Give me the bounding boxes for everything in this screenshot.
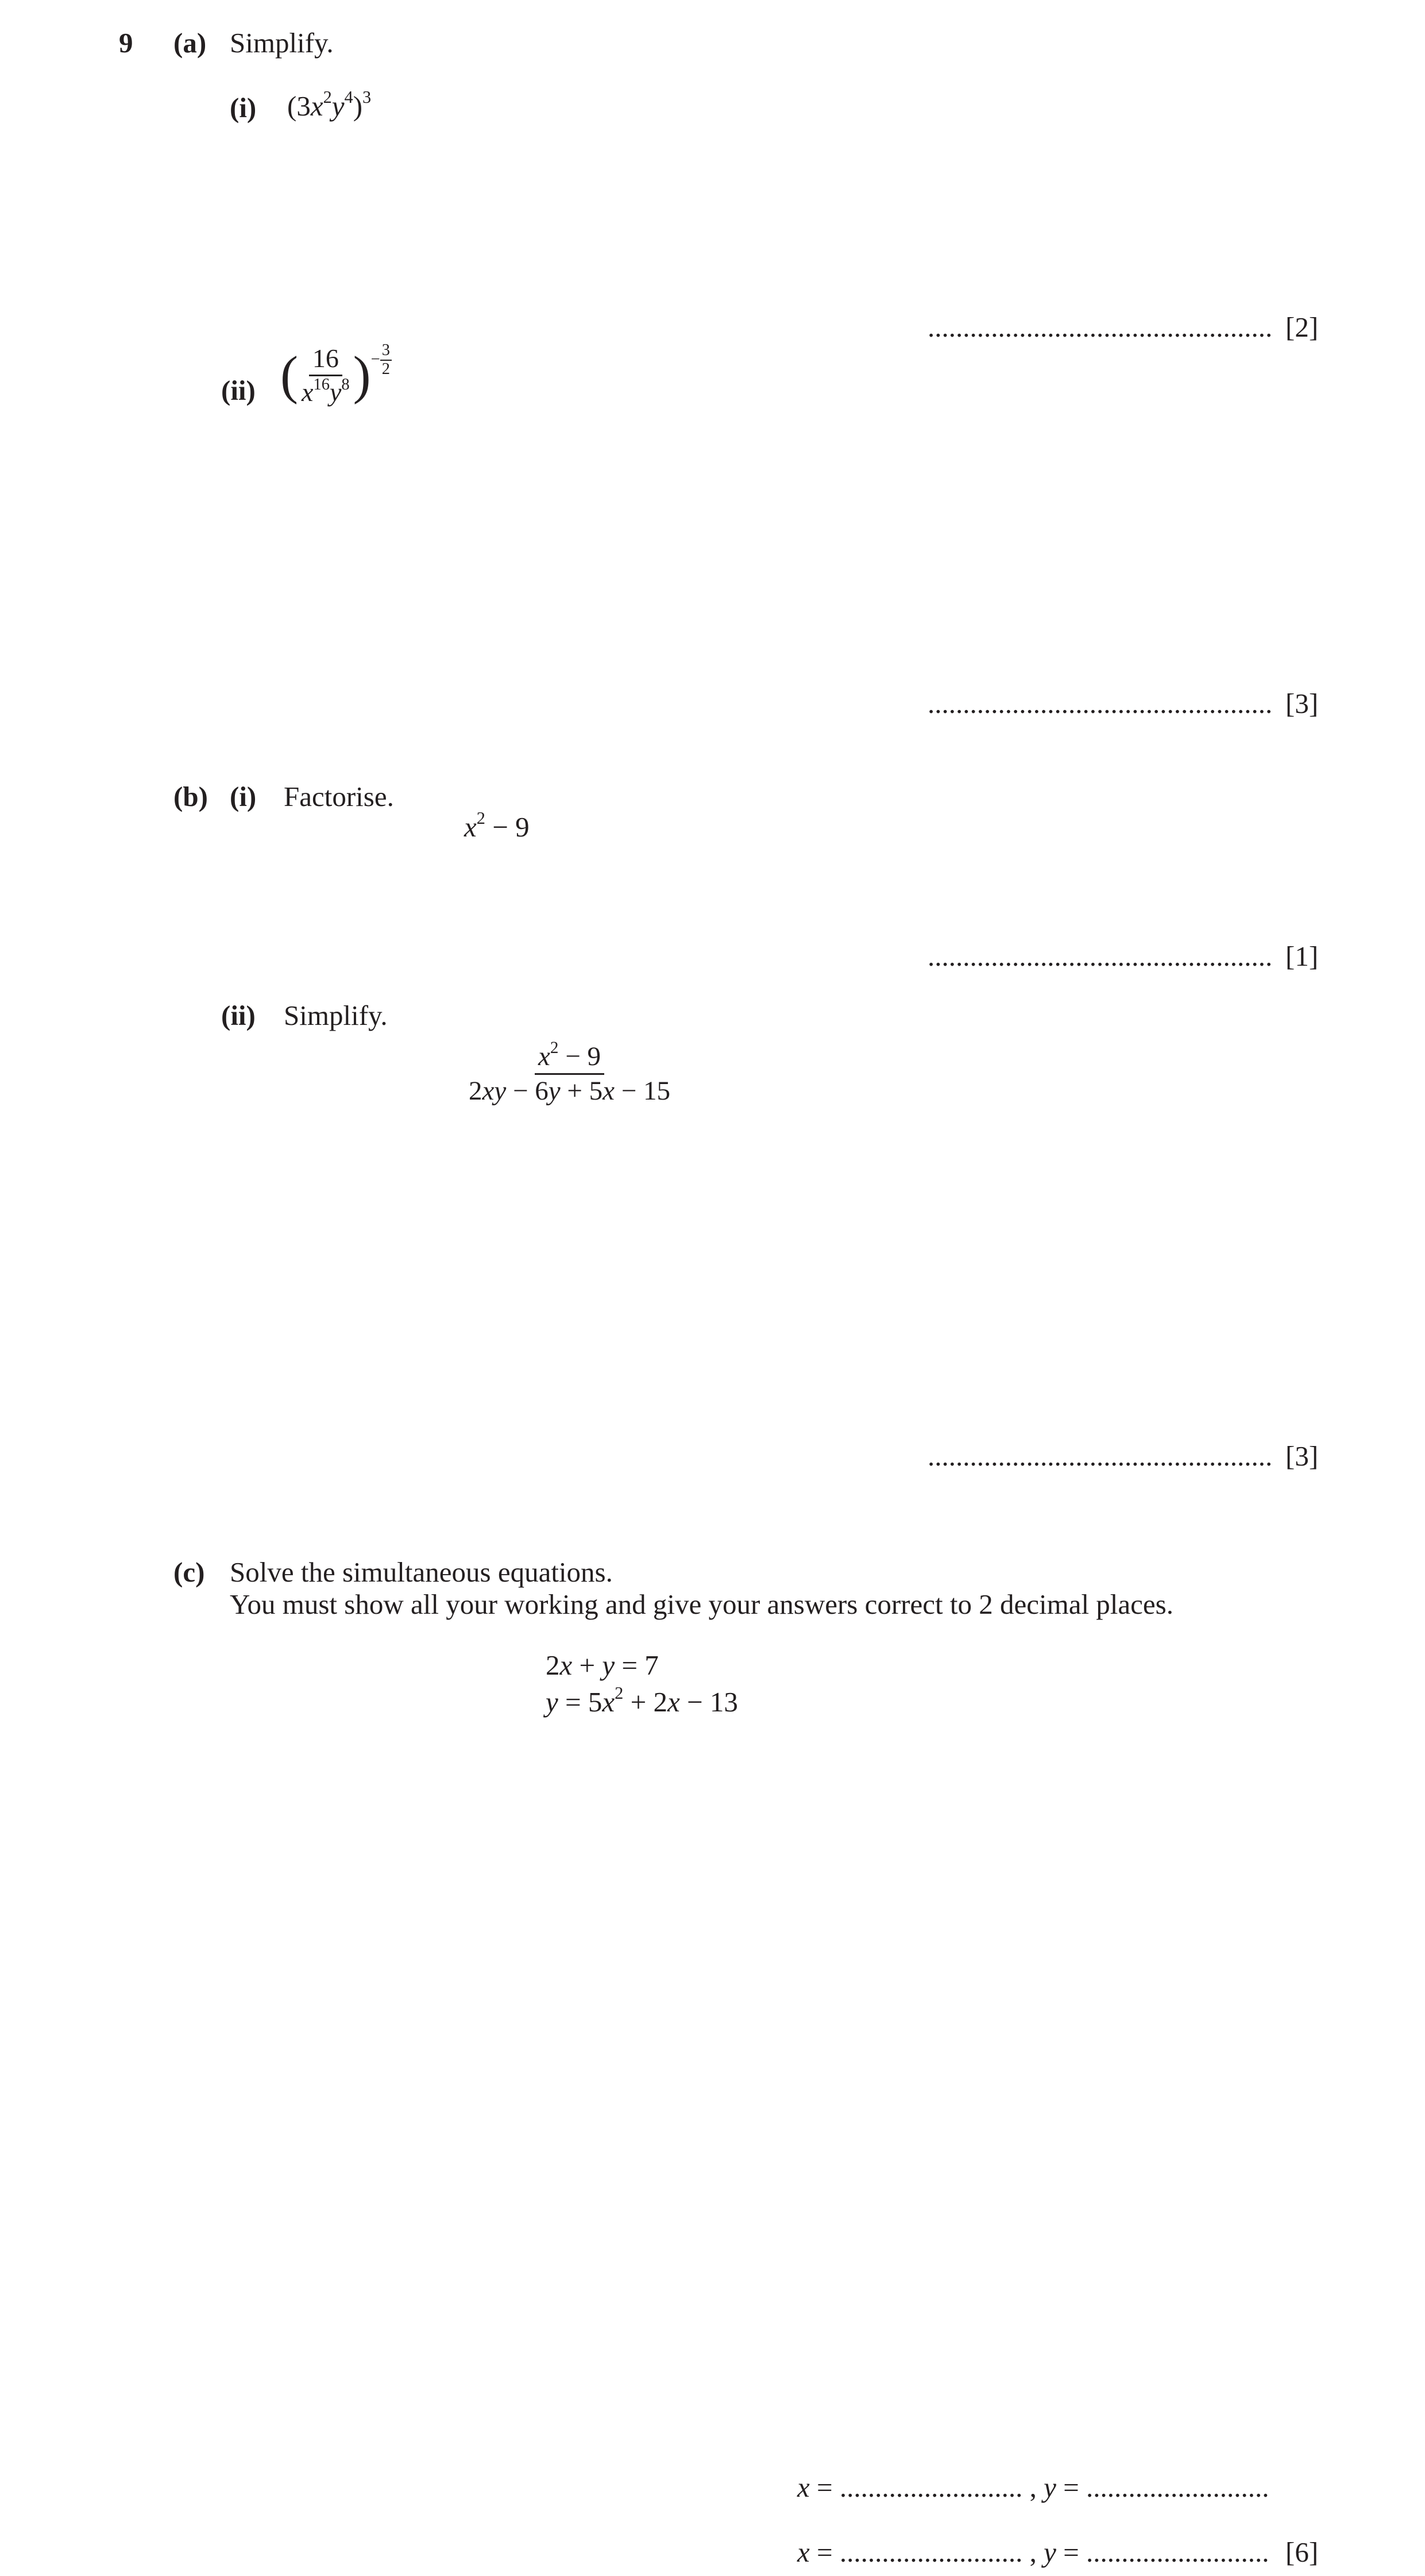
answer-line-a-ii[interactable]: ................................................. [928,688,1273,719]
marks-a-i: [2] [1285,311,1319,343]
answer-line-b-i[interactable]: ................................................. [928,940,1273,972]
expression-b-ii: $\frac{x^2 - 9}{2xy - 6y + 5x - 15}$ [469,1039,671,1106]
part-b-ii-label: (ii) [221,1000,256,1031]
part-b-ii-instruction: Simplify. [284,1000,388,1031]
part-a-instruction: Simplify. [230,27,334,59]
part-a-label: (a) [173,27,207,59]
part-a-i-label: (i) [230,92,257,124]
part-b-i-instruction: Factorise. [284,781,394,812]
marks-c: [6] [1285,2536,1319,2568]
equation-2: $y = 5x^2 + 2x - 13$ [546,1683,738,1718]
question-number: 9 [119,27,133,59]
expression-a-i: $(3x^2y^4)^3$ [287,87,372,122]
answer-line-a-i[interactable]: ................................................. [928,311,1273,343]
answer-line-b-ii[interactable]: ................................................. [928,1440,1273,1472]
answer-line-c-2[interactable]: x = .......................... , y = .......................... [797,2536,1269,2568]
marks-b-i: [1] [1285,940,1319,972]
part-c-label: (c) [173,1556,205,1588]
answer-line-c-1[interactable]: x = .......................... , y = .......................... [797,2471,1269,2503]
part-b-label: (b) [173,781,208,812]
marks-a-ii: [3] [1285,688,1319,719]
part-a-ii-label: (ii) [221,375,256,406]
part-b-i-label: (i) [230,781,257,812]
equation-1: 2x + y = 7 [546,1649,659,1681]
expression-b-i: $x^2 - 9$ [464,808,530,843]
part-c-instruction-1: Solve the simultaneous equations. [230,1556,613,1588]
marks-b-ii: [3] [1285,1440,1319,1472]
part-c-instruction-2: You must show all your working and give your answers correct to 2 decimal places. [230,1588,1173,1620]
expression-a-ii: ( $\frac{16}{x^{16}y^8}$ ) − $\frac{3}{2}$ [280,345,392,407]
